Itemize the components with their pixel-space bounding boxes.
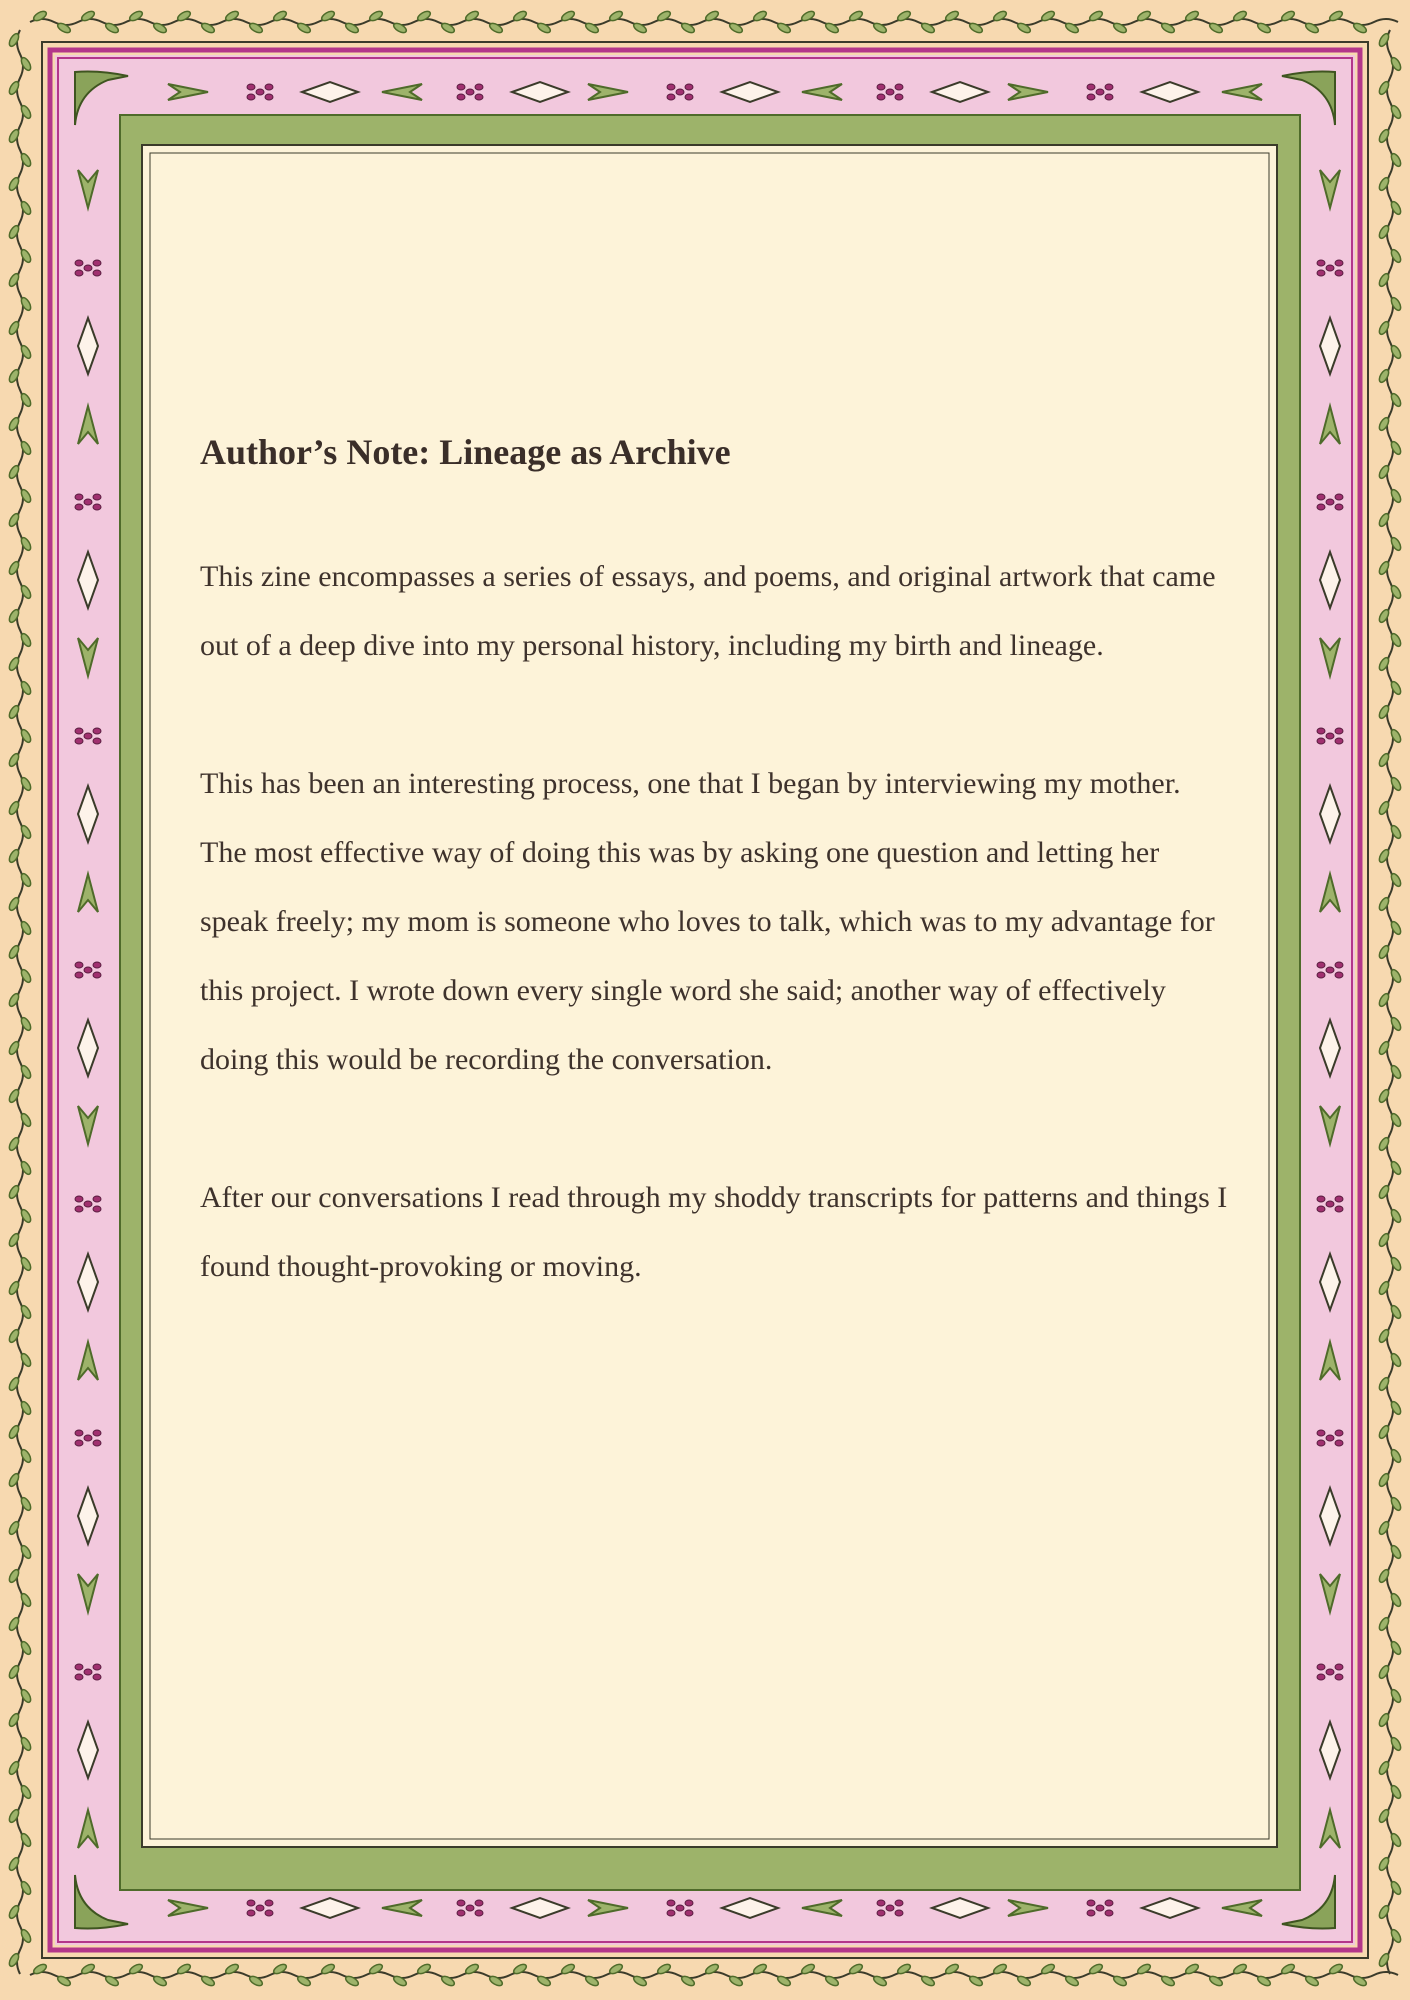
author-note	[200, 430, 1230, 1370]
page-title: Author’s Note: Lineage as Archive	[200, 432, 731, 472]
paragraph-1: This zine encompasses a series of essays, and poems, and original artwork that came out of a deep dive into my personal history, including my birth and lineage.	[200, 560, 1216, 662]
paragraph-2: This has been an interesting process, one that I began by interviewing my mother. The most effective way of doing this was by asking one question and letting her speak freely; my mom is someone who loves to talk, which was to my advantage for this project. I wrote down every single word she said; another way of effectively doing this would be recording the conversation.	[200, 767, 1215, 1076]
paragraph-3: After our conversations I read through my shoddy transcripts for patterns and things I found thought-provoking or moving.	[200, 1181, 1228, 1283]
